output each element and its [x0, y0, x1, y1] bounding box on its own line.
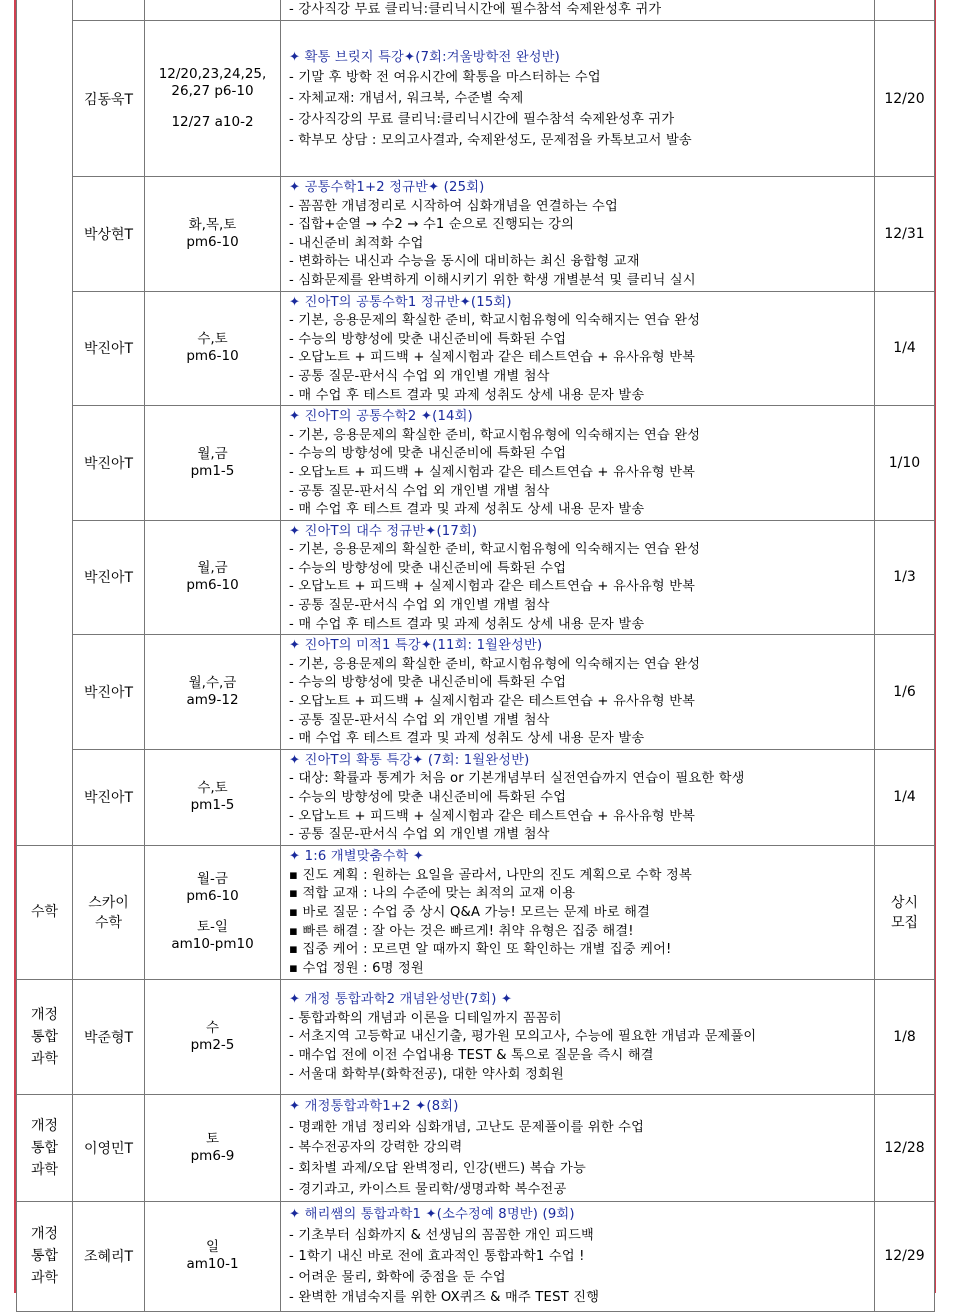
start-date: 12/28 — [884, 1139, 925, 1156]
table-row — [17, 21, 935, 177]
teacher-cell — [73, 0, 145, 21]
schedule-line: pm2-5 — [190, 1036, 235, 1053]
schedule-cell — [145, 635, 281, 750]
subject-cell — [17, 979, 73, 1094]
table-row — [17, 635, 935, 750]
description-cell — [281, 979, 875, 1094]
schedule-line: am10-1 — [186, 1256, 239, 1273]
description-line: - 심화문제를 완벽하게 이해시키기 위한 학생 개별분석 및 클리닉 실시 — [289, 272, 696, 288]
start-date-cell — [875, 635, 935, 750]
start-date-cell — [875, 406, 935, 521]
description-line: - 수능의 방향성에 맞춘 내신준비에 특화된 수업 — [289, 446, 567, 462]
schedule-line: am10-pm10 — [171, 936, 254, 953]
start-date: 1/10 — [888, 454, 921, 471]
course-title: ✦ 진아T의 미적1 특강✦(11회: 1월완성반) — [289, 638, 543, 654]
start-date: 모집 — [890, 915, 919, 932]
subject-label: 과학 — [30, 1161, 59, 1178]
description-line: - 집합+순열 → 수2 → 수1 순으로 진행되는 강의 — [289, 217, 575, 233]
description-line: - 수능의 방향성에 맞춘 내신준비에 특화된 수업 — [289, 790, 567, 805]
description-cell — [281, 291, 875, 406]
teacher-name: 박진아T — [83, 455, 134, 472]
start-date-cell — [875, 979, 935, 1094]
description-cell — [281, 749, 875, 845]
subject-label: 개정 — [30, 1117, 59, 1134]
schedule-line: 월,금 — [197, 445, 228, 462]
description-line: - 매 수업 후 테스트 결과 및 과제 성취도 상세 내용 문자 발송 — [289, 616, 645, 632]
description-line: - 통합과학의 개념과 이론을 디테일까지 꼼꼼히 — [289, 1010, 562, 1026]
description-line: - 대상: 확률과 통계가 처음 or 기본개념부터 실전연습까지 연습이 필요한 학생 — [289, 771, 745, 787]
description-line: - 기본, 응용문제의 확실한 준비, 학교시험유형에 익숙해지는 연습 완성 — [289, 313, 701, 329]
description-line: - 공통 질문-판서식 수업 외 개인별 개별 첨삭 — [289, 598, 550, 614]
schedule-cell — [145, 1094, 281, 1201]
start-date-cell — [875, 1094, 935, 1201]
teacher-name: 박진아T — [83, 570, 134, 587]
description-line: - 매수업 전에 이전 수업내용 TEST & 톡으로 질문을 즉시 해결 — [289, 1048, 654, 1064]
description-line: - 변화하는 내신과 수능을 동시에 대비하는 최신 융합형 교재 — [289, 254, 640, 270]
schedule-line: am9-12 — [186, 692, 239, 709]
description-line: ▪ 진도 계획 : 원하는 요일을 골라서, 나만의 진도 계획으로 수학 정복 — [289, 867, 692, 883]
description-line: - 회차별 과제/오답 완벽정리, 인강(밴드) 복습 가능 — [289, 1161, 586, 1177]
start-date-cell — [875, 749, 935, 845]
description-line: ▪ 수업 정원 : 6명 정원 — [289, 960, 424, 976]
description-line: - 오답노트 + 피드백 + 실제시험과 같은 테스트연습 + 유사유형 반복 — [289, 464, 696, 480]
course-title: ✦ 1:6 개별맞춤수학 ✦ — [289, 849, 425, 865]
description-line: - 학부모 상담 : 모의고사결과, 숙제완성도, 문제점을 카톡보고서 발송 — [289, 132, 692, 148]
teacher-name: 박상현T — [83, 226, 134, 243]
course-title: ✦ 진아T의 대수 정규반✦(17회) — [289, 523, 478, 539]
description-cell — [281, 177, 875, 292]
description-line: - 기초부터 심화까지 & 선생님의 꼼꼼한 개인 피드백 — [289, 1228, 594, 1244]
subject-label: 과학 — [30, 1270, 59, 1287]
teacher-cell — [73, 520, 145, 635]
subject-cell — [17, 0, 73, 845]
description-line: - 강사직강의 무료 클리닉:클리닉시간에 필수참석 숙제완성후 귀가 — [289, 111, 675, 127]
table-row — [17, 1094, 935, 1201]
description-line: - 오답노트 + 피드백 + 실제시험과 같은 테스트연습 + 유사유형 반복 — [289, 808, 696, 824]
teacher-cell — [73, 177, 145, 292]
teacher-name: 박진아T — [83, 341, 134, 358]
description-line: - 기본, 응용문제의 확실한 준비, 학교시험유형에 익숙해지는 연습 완성 — [289, 427, 701, 443]
subject-cell — [17, 845, 73, 979]
description-cell — [281, 0, 875, 21]
schedule-line: 월,수,금 — [188, 675, 237, 692]
description-line: - 기본, 응용문제의 확실한 준비, 학교시험유형에 익숙해지는 연습 완성 — [289, 542, 701, 558]
description-line: - 공통 질문-판서식 수업 외 개인별 개별 첨삭 — [289, 712, 550, 728]
description-line: - 완벽한 개념숙지를 위한 OX퀴즈 & 매주 TEST 진행 — [289, 1290, 600, 1306]
description-line: ▪ 적합 교재 : 나의 수준에 맞는 최적의 교재 이용 — [289, 886, 576, 902]
teacher-cell — [73, 406, 145, 521]
schedule-line: 수,토 — [197, 331, 228, 348]
description-line: - 기말 후 방학 전 여유시간에 확통을 마스터하는 수업 — [289, 70, 601, 86]
schedule-line: 수 — [205, 1019, 220, 1036]
schedule-line: pm6-10 — [186, 348, 239, 365]
start-date-cell — [875, 21, 935, 177]
start-date-cell — [875, 520, 935, 635]
start-date-cell — [875, 177, 935, 292]
table-row — [17, 291, 935, 406]
description-line: - 경기과고, 카이스트 물리학/생명과학 복수전공 — [289, 1181, 567, 1197]
description-line: - 명쾌한 개념 정리와 심화개념, 고난도 문제풀이를 위한 수업 — [289, 1119, 645, 1135]
start-date: 1/4 — [893, 340, 916, 357]
description-line: ▪ 바로 질문 : 수업 중 상시 Q&A 가능! 모르는 문제 바로 해결 — [289, 904, 651, 920]
course-title: ✦ 진아T의 확통 특강✦ (7회: 1월완성반) — [289, 752, 530, 768]
course-title: ✦ 개정 통합과학2 개념완성반(7회) ✦ — [289, 992, 513, 1008]
description-line: ▪ 빠른 해결 : 잘 아는 것은 빠르게! 취약 유형은 집중 해결! — [289, 923, 634, 939]
table-row — [17, 177, 935, 292]
schedule-table — [16, 0, 935, 1312]
subject-label: 통합 — [30, 1028, 59, 1045]
start-date: 1/8 — [893, 1028, 916, 1045]
start-date: 12/20 — [884, 90, 925, 107]
description-line: - 오답노트 + 피드백 + 실제시험과 같은 테스트연습 + 유사유형 반복 — [289, 694, 696, 710]
subject-label: 개정 — [30, 1226, 59, 1243]
teacher-name: 박진아T — [83, 790, 134, 807]
table-row — [17, 845, 935, 979]
schedule-line: 12/27 a10-2 — [171, 114, 254, 130]
schedule-line: 일 — [205, 1239, 220, 1256]
schedule-cell — [145, 177, 281, 292]
schedule-line: 토-일 — [197, 919, 228, 936]
description-cell — [281, 21, 875, 177]
description-line: - 자체교재: 개념서, 워크북, 수준별 숙제 — [289, 91, 524, 107]
schedule-line: 12/20,23,24,25, — [158, 66, 267, 82]
schedule-line: pm1-5 — [190, 797, 235, 814]
description-line: - 서초지역 고등학교 내신기출, 평가원 모의고사, 수능에 필요한 개념과 문제풀이 — [289, 1029, 757, 1045]
schedule-line: 토 — [205, 1130, 220, 1147]
teacher-cell — [73, 845, 145, 979]
schedule-line: pm6-10 — [186, 888, 239, 905]
course-title: ✦ 진아T의 공통수학1 정규반✦(15회) — [289, 294, 512, 310]
teacher-name: 김동욱T — [83, 91, 134, 108]
description-line: - 서울대 화학부(화학전공), 대한 약사회 정회원 — [289, 1066, 564, 1082]
description-line: - 매 수업 후 테스트 결과 및 과제 성취도 상세 내용 문자 발송 — [289, 387, 645, 403]
subject-cell — [17, 1094, 73, 1201]
table-row — [17, 406, 935, 521]
teacher-name: 조혜리T — [83, 1249, 134, 1266]
teacher-cell — [73, 1094, 145, 1201]
table-row — [17, 979, 935, 1094]
start-date-cell — [875, 291, 935, 406]
teacher-name: 박준형T — [83, 1029, 134, 1046]
description-cell — [281, 1094, 875, 1201]
schedule-cell — [145, 0, 281, 21]
teacher-cell — [73, 635, 145, 750]
description-cell — [281, 406, 875, 521]
start-date: 12/29 — [884, 1248, 925, 1265]
description-line: - 공통 질문-판서식 수업 외 개인별 개별 첨삭 — [289, 827, 550, 843]
start-date-cell — [875, 845, 935, 979]
schedule-line: pm6-10 — [186, 233, 239, 250]
teacher-cell — [73, 979, 145, 1094]
schedule-line: 수,토 — [197, 780, 228, 797]
description-line: - 꼼꼼한 개념정리로 시작하여 심화개념을 연결하는 수업 — [289, 198, 618, 214]
description-cell — [281, 845, 875, 979]
start-date: 1/6 — [893, 684, 916, 701]
schedule-cell — [145, 291, 281, 406]
description-line: - 내신준비 최적화 수업 — [289, 235, 424, 251]
description-line: - 강사직강 무료 클리닉:클리닉시간에 필수참석 숙제완성후 귀가 — [289, 2, 662, 18]
description-cell — [281, 520, 875, 635]
course-title: ✦ 해리쌤의 통합과학1 ✦(소수정예 8명반) (9회) — [289, 1207, 575, 1223]
description-line: - 수능의 방향성에 맞춘 내신준비에 특화된 수업 — [289, 675, 567, 691]
description-line: - 오답노트 + 피드백 + 실제시험과 같은 테스트연습 + 유사유형 반복 — [289, 350, 696, 366]
schedule-line: 월,금 — [197, 560, 228, 577]
schedule-line: 26,27 p6-10 — [171, 83, 254, 99]
description-line: - 매 수업 후 테스트 결과 및 과제 성취도 상세 내용 문자 발송 — [289, 502, 645, 518]
schedule-cell — [145, 21, 281, 177]
start-date: 12/31 — [884, 225, 925, 242]
schedule-line: pm6-9 — [190, 1147, 235, 1164]
schedule-cell — [145, 845, 281, 979]
subject-label: 통합 — [30, 1139, 59, 1156]
start-date: 상시 — [890, 895, 919, 912]
description-line: - 복수전공자의 강력한 강의력 — [289, 1140, 463, 1156]
description-cell — [281, 635, 875, 750]
description-line: - 매 수업 후 테스트 결과 및 과제 성취도 상세 내용 문자 발송 — [289, 731, 645, 747]
teacher-name: 박진아T — [83, 685, 134, 702]
table-row — [17, 749, 935, 845]
description-line: - 오답노트 + 피드백 + 실제시험과 같은 테스트연습 + 유사유형 반복 — [289, 579, 696, 595]
course-title: ✦ 개정통합과학1+2 ✦(8회) — [289, 1098, 459, 1114]
subject-label: 통합 — [30, 1248, 59, 1265]
course-title: ✦ 진아T의 공통수학2 ✦(14회) — [289, 409, 473, 425]
start-date-cell — [875, 0, 935, 21]
description-line: - 공통 질문-판서식 수업 외 개인별 개별 첨삭 — [289, 483, 550, 499]
start-date: 1/3 — [893, 569, 916, 586]
start-date: 1/4 — [893, 789, 916, 806]
teacher-cell — [73, 749, 145, 845]
table-row — [17, 520, 935, 635]
schedule-cell — [145, 749, 281, 845]
schedule-cell — [145, 520, 281, 635]
teacher-cell — [73, 21, 145, 177]
schedule-line: pm1-5 — [190, 462, 235, 479]
teacher-name: 수학 — [94, 915, 123, 932]
description-line: ▪ 집중 케어 : 모르면 알 때까지 확인 또 확인하는 개별 집중 케어! — [289, 942, 672, 958]
teacher-name: 스카이 — [88, 895, 129, 912]
schedule-line: 화,목,토 — [188, 216, 237, 233]
description-line: - 수능의 방향성에 맞춘 내신준비에 특화된 수업 — [289, 331, 567, 347]
schedule-cell — [145, 406, 281, 521]
course-title: ✦ 공통수학1+2 정규반✦ (25회) — [289, 180, 485, 195]
description-line: - 공통 질문-판서식 수업 외 개인별 개별 첨삭 — [289, 368, 550, 384]
table-row — [17, 0, 935, 21]
subject-label: 과학 — [30, 1050, 59, 1067]
teacher-cell — [73, 291, 145, 406]
description-line: - 1학기 내신 바로 전에 효과적인 통합과학1 수업 ! — [289, 1248, 585, 1264]
subject-label: 개정 — [30, 1006, 59, 1023]
subject-label: 수학 — [30, 904, 59, 921]
teacher-name: 이영민T — [83, 1140, 134, 1157]
schedule-line: 월-금 — [197, 871, 228, 888]
course-title: ✦ 확통 브릿지 특강✦(7회:겨울방학전 완성반) — [289, 49, 561, 65]
description-line: - 수능의 방향성에 맞춘 내신준비에 특화된 수업 — [289, 560, 567, 576]
schedule-cell — [145, 979, 281, 1094]
description-line: - 기본, 응용문제의 확실한 준비, 학교시험유형에 익숙해지는 연습 완성 — [289, 656, 701, 672]
schedule-line: pm6-10 — [186, 577, 239, 594]
description-line: - 어려운 물리, 화학에 중점을 둔 수업 — [289, 1269, 506, 1285]
